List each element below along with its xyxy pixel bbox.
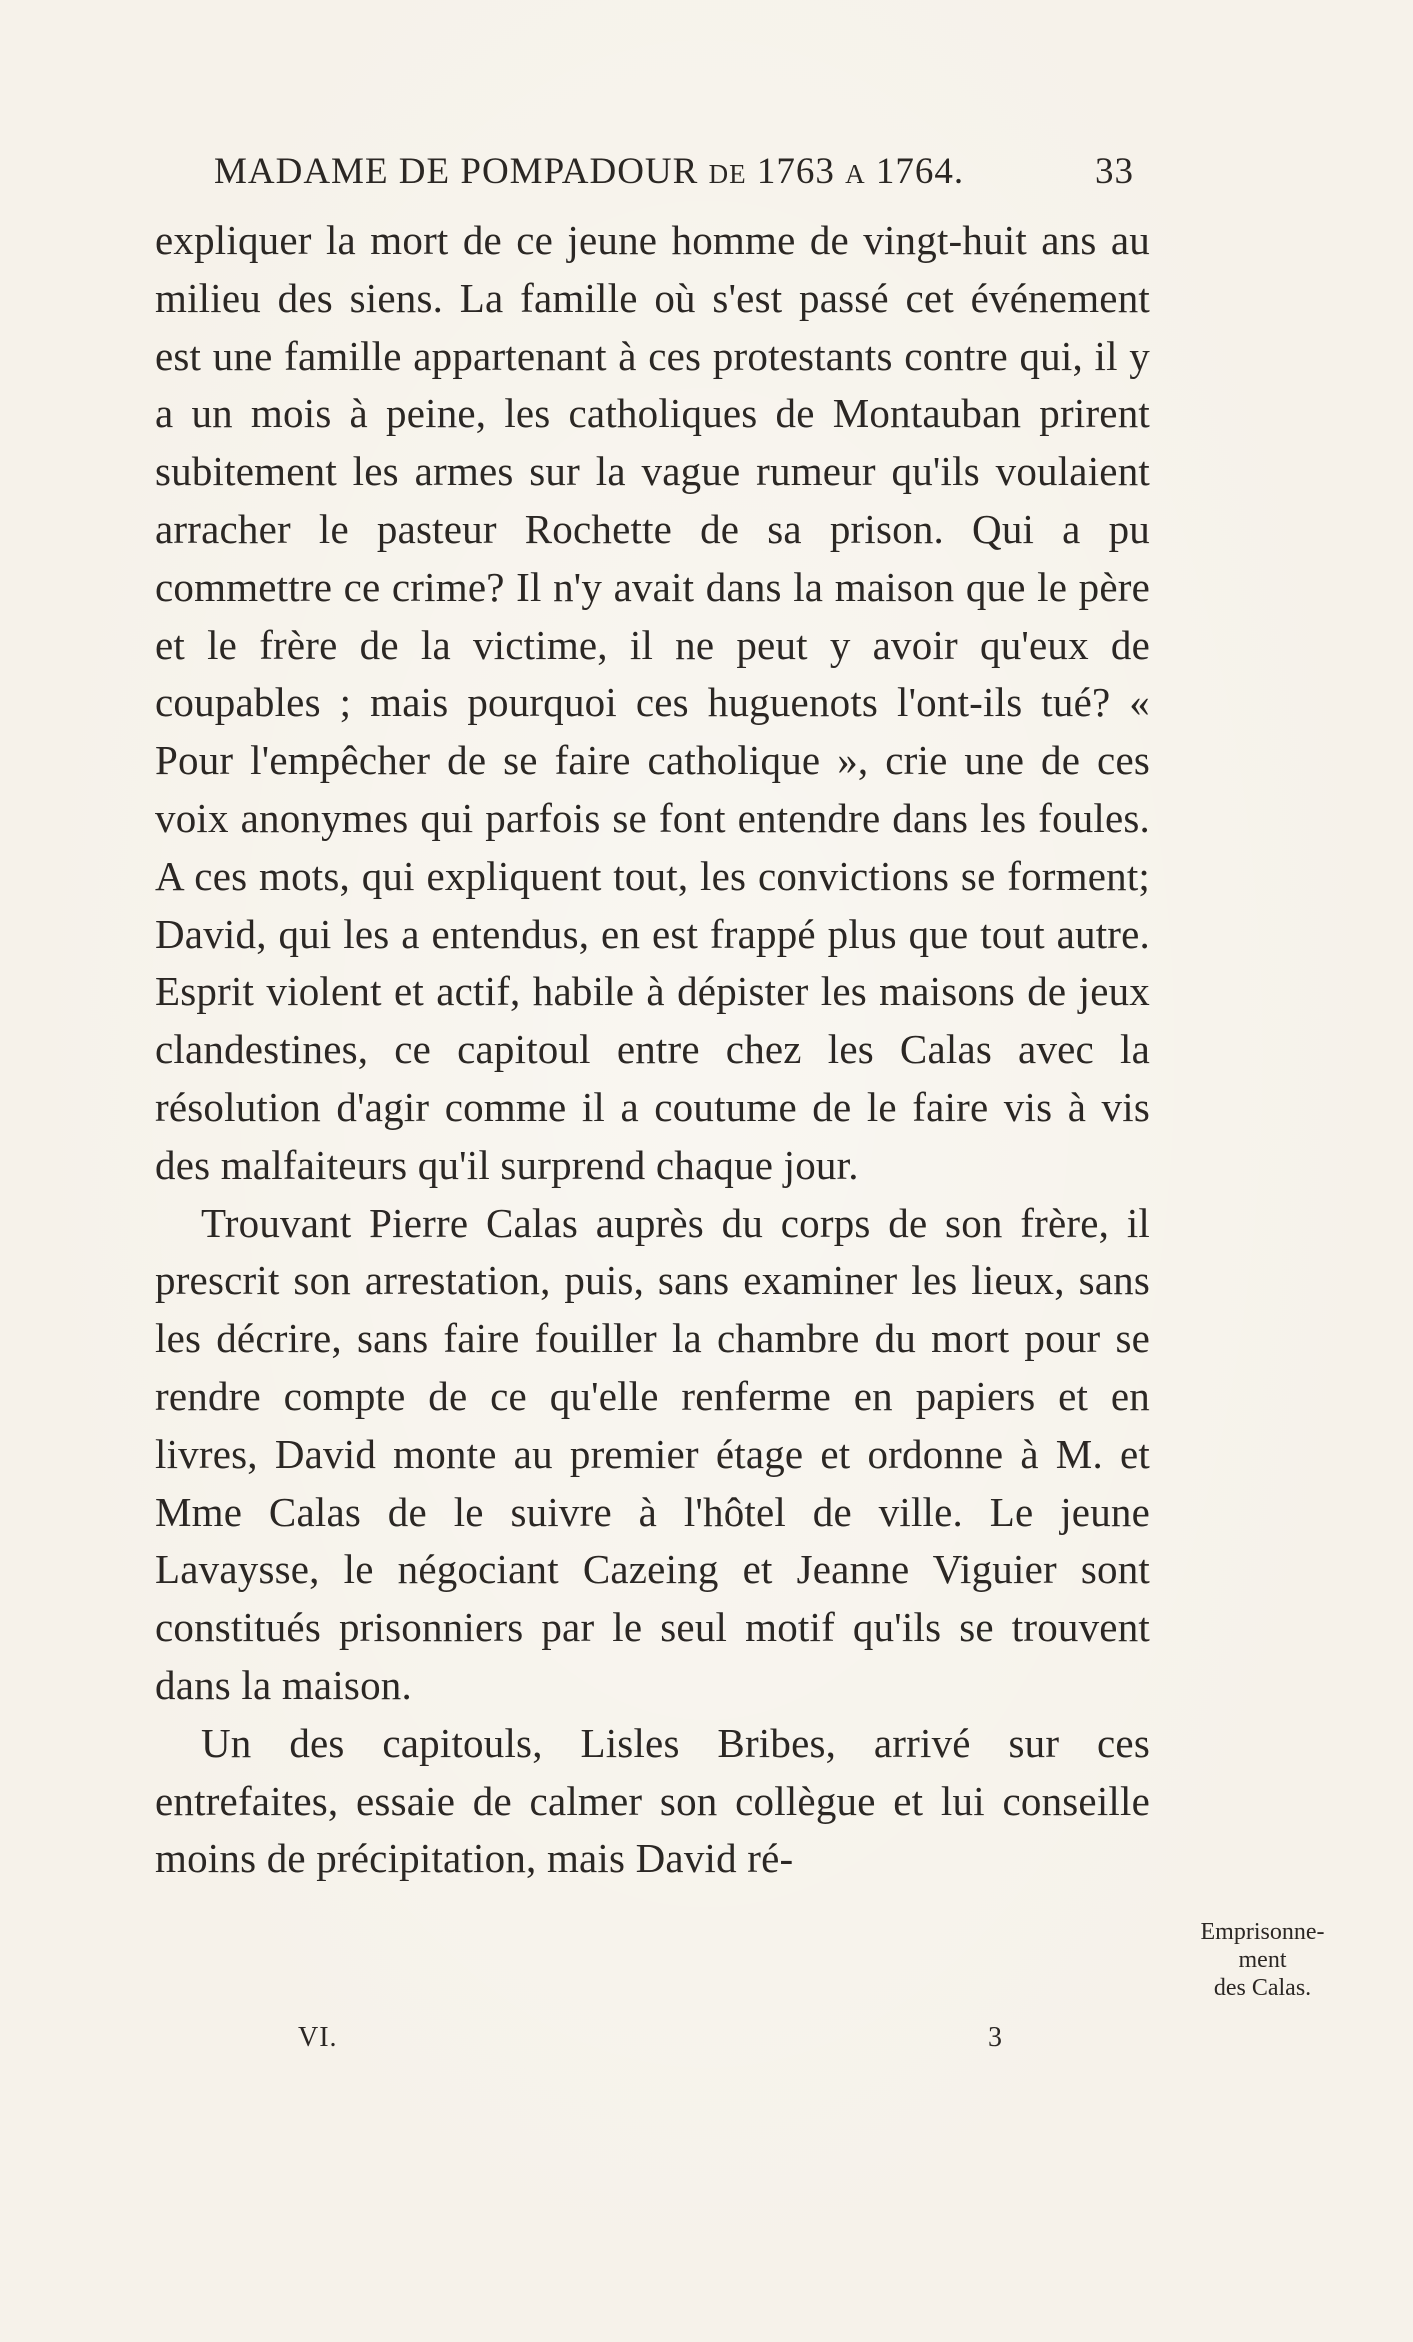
- page-number: 33: [1095, 151, 1134, 192]
- running-title-de: DE: [708, 159, 747, 189]
- marginal-note-line-3: des Calas.: [1213, 1975, 1312, 2001]
- running-title-year-start: 1763: [756, 151, 835, 192]
- signature-number: 3: [988, 2022, 1003, 2053]
- main-text: [155, 212, 1150, 1888]
- marginal-note-line-1: Emprisonne-: [1200, 1919, 1325, 1945]
- signature-volume: VI.: [298, 2022, 338, 2053]
- paragraph-2: Trouvant Pierre Calas auprès du corps de son frère, il prescrit son arrestation, puis, sans examiner les lieux, sans les décrire, sans faire fouiller la chambre du mort pour se rendre compte de ce qu'elle renferme en papiers et en livres, David monte au premier étage et ordonne à M. et Mme Calas de le suivre à l'hôtel de ville. Le jeune Lavaysse, le négociant Cazeing et Jeanne Viguier sont constitués prisonniers par le seul motif qu'ils se trouvent dans la maison.: [155, 1199, 1150, 1708]
- running-title-main: MADAME DE POMPADOUR: [214, 151, 699, 192]
- running-title-a: A: [845, 159, 866, 189]
- marginal-note-line-2: ment: [1238, 1947, 1287, 1973]
- paragraph-3: Un des capitouls, Lisles Bribes, arrivé sur ces entrefaites, essaie de calmer son collègue et lui conseille moins de précipitation, mais David ré-: [155, 1719, 1150, 1882]
- running-title-year-end: 1764.: [875, 151, 965, 192]
- marginal-note: [1170, 1918, 1355, 2002]
- paragraph-1: expliquer la mort de ce jeune homme de vingt-huit ans au milieu des siens. La famille où s'est passé cet événement est une famille appartenant à ces protestants contre qui, il y a un mois à peine, les catholiques de Montauban prirent subitement les armes sur la vague rumeur qu'ils voulaient arracher le pasteur Rochette de sa prison. Qui a pu commettre ce crime? Il n'y avait dans la maison que le père et le frère de la victime, il ne peut y avoir qu'eux de coupables ; mais pourquoi ces huguenots l'ont-ils tué? « Pour l'empêcher de se faire catholique », crie une de ces voix anonymes qui parfois se font entendre dans les foules. A ces mots, qui expliquent tout, les convictions se forment; David, qui les a entendus, en est frappé plus que tout autre. Esprit violent et actif, habile à dépister les maisons de jeux clandestines, ce capitoul entre chez les Calas avec la résolution d'agir comme il a coutume de le faire vis à vis des malfaiteurs qu'il surprend chaque jour.: [155, 217, 1150, 1188]
- running-header: [214, 150, 1134, 194]
- running-title: [214, 150, 964, 196]
